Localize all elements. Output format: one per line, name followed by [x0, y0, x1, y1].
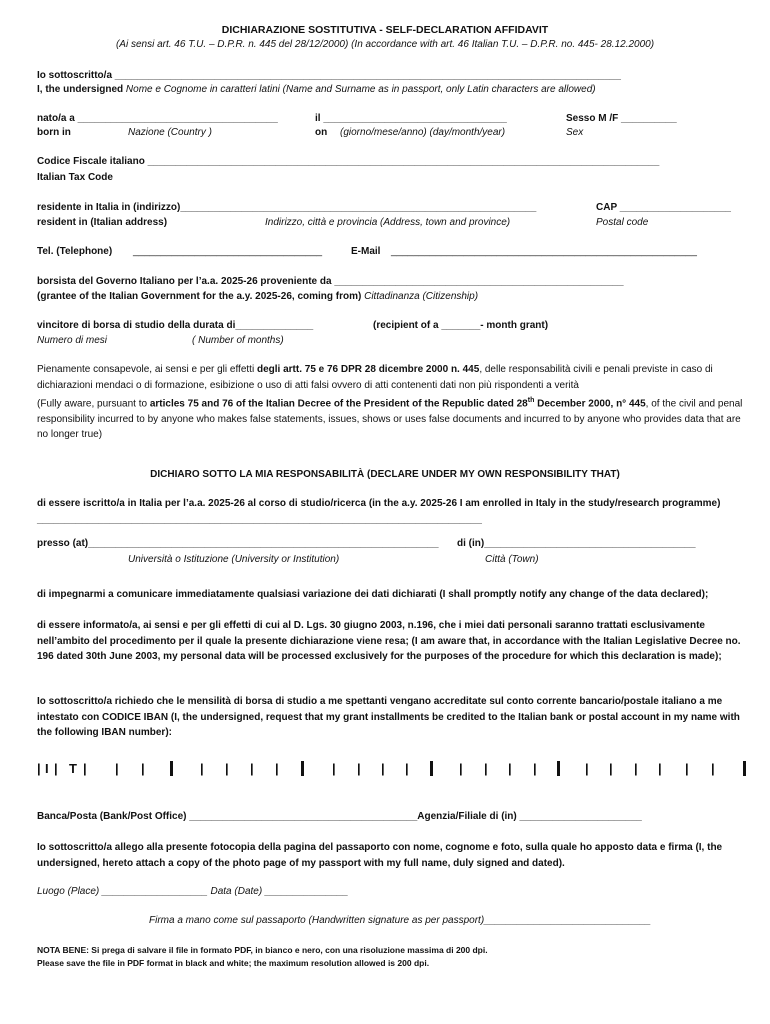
grantee-field[interactable]: borsista del Governo Italiano per l’a.a. 2025-26 proveniente da ____________________________________________________	[37, 276, 624, 287]
citizenship-hint: Cittadinanza (Citizenship)	[364, 291, 479, 302]
iban-separator: |	[141, 761, 145, 776]
enrollment-field[interactable]: di essere iscritto/a in Italia per l’a.a. 2025-26 al corso di studio/ricerca (in the a.y. 2025-26 I am enrolled in Italy in the study/research programme) ________________________________________________________________________________	[37, 498, 721, 525]
iban-separator: |	[225, 761, 229, 776]
grantee-en-row	[37, 290, 478, 303]
university-hint: Università o Istituzione (University or Institution)	[128, 554, 340, 565]
iban-separator: |	[459, 761, 463, 776]
cap-field[interactable]: CAP ____________________	[596, 202, 731, 213]
tax-code-en-label: Italian Tax Code	[37, 172, 113, 183]
iban-request: Io sottoscritto/a richiedo che le mensilità di borsa di studio a me spettanti vengano accreditate sul conto corrente bancario/postale italiano a me intestato con CODICE IBAN (I, the undersigned, request that my grant installments be credited to the Italian bank or postal account in my name with the following IBAN number):	[37, 696, 740, 738]
months-hint-it: Numero di mesi	[37, 335, 108, 346]
town-hint: Città (Town)	[485, 554, 539, 565]
iban-prefix-i: I	[45, 761, 49, 776]
iban-separator: |	[585, 761, 589, 776]
iban-separator: |	[484, 761, 488, 776]
on-label: on	[315, 127, 328, 138]
iban-separator: |	[634, 761, 638, 776]
email-label: E-Mail	[351, 246, 381, 257]
iban-separator: |	[37, 761, 41, 776]
iban-separator: |	[115, 761, 119, 776]
iban-separator: |	[381, 761, 385, 776]
iban-separator: |	[83, 761, 87, 776]
undersigned-field[interactable]: Io sottoscritto/a ___________________________________________________________________________________________	[37, 70, 621, 81]
grant-duration-field[interactable]: vincitore di borsa di studio della durata di______________	[37, 320, 314, 331]
grantee-en-label: (grantee of the Italian Government for the a.y. 2025-26, coming from)	[37, 291, 362, 302]
iban-separator: |	[508, 761, 512, 776]
residence-field[interactable]: residente in Italia in (indirizzo)________________________________________________________________	[37, 202, 537, 213]
grant-months-field[interactable]: (recipient of a _______- month grant)	[373, 320, 549, 331]
signature-field[interactable]: Firma a mano come sul passaporto (Handwritten signature as per passport)______________________________	[149, 915, 651, 926]
residence-en-label: resident in (Italian address)	[37, 217, 168, 228]
telephone-label: Tel. (Telephone)	[37, 246, 113, 257]
iban-separator: |	[357, 761, 361, 776]
form-subtitle: (Ai sensi art. 46 T.U. – D.P.R. n. 445 del 28/12/2000) (In accordance with art. 46 Italian T.U. – D.P.R. no. 445- 28.12.2000)	[115, 39, 655, 50]
tax-code-field[interactable]: Codice Fiscale italiano ____________________________________________________________________________________________	[37, 156, 660, 167]
postal-code-hint: Postal code	[596, 217, 649, 228]
iban-separator: |	[332, 761, 336, 776]
iban-separator: |	[711, 761, 715, 776]
bank-field[interactable]: Banca/Posta (Bank/Post Office) _________________________________________Agenzia/Filiale di (in) ______________________	[37, 811, 642, 822]
university-field[interactable]: presso (at)_______________________________________________________________	[37, 538, 439, 549]
iban-separator: |	[275, 761, 279, 776]
iban-separator: |	[405, 761, 409, 776]
months-hint-en: ( Number of months)	[192, 335, 284, 346]
sex-field[interactable]: Sesso M /F __________	[566, 113, 677, 124]
town-field[interactable]: di (in)______________________________________	[457, 538, 696, 549]
birthdate-field[interactable]: il _________________________________	[315, 113, 507, 124]
iban-separator: |	[685, 761, 689, 776]
iban-boxes[interactable]	[37, 761, 753, 777]
place-date-field[interactable]: Luogo (Place) ___________________ Data (Date) _______________	[37, 886, 349, 897]
iban-prefix-t: T	[69, 761, 77, 776]
email-field[interactable]: _______________________________________________________	[391, 246, 697, 257]
iban-separator: |	[609, 761, 613, 776]
iban-separator: |	[54, 761, 58, 776]
iban-separator: |	[533, 761, 537, 776]
telephone-field[interactable]: __________________________________	[133, 246, 323, 257]
awareness-en-articles: articles 75 and 76 of the Italian Decree of the President of the Republic dated 28	[149, 398, 528, 410]
undersigned-en-label: I, the undersigned	[37, 84, 124, 95]
iban-separator: |	[200, 761, 204, 776]
notify-commitment: di impegnarmi a comunicare immediatamente qualsiasi variazione dei dati dichiarati (I shall promptly notify any change of the data declared);	[37, 589, 709, 600]
birthplace-field[interactable]: nato/a a ____________________________________	[37, 113, 278, 124]
awareness-it-pre: Pienamente consapevole, ai sensi e per gli effetti	[37, 364, 255, 375]
awareness-it-post: , delle responsabilità civili e penali previste in caso di dichiarazioni mendaci o di formazione, esibizione o uso di atti falsi ovvero di atti contenenti dati non più rispondenti a verità	[37, 364, 713, 391]
born-in-label: born in	[37, 127, 71, 138]
awareness-en-date: December 2000, n° 445	[537, 398, 646, 410]
address-hint: Indirizzo, città e provincia (Address, town and province)	[265, 217, 511, 228]
declare-heading: DICHIARO SOTTO LA MIA RESPONSABILITÀ (DECLARE UNDER MY OWN RESPONSIBILITY THAT)	[150, 469, 620, 480]
awareness-en-sup: th	[527, 397, 535, 404]
country-hint: Nazione (Country )	[128, 127, 212, 138]
note-en: Please save the file in PDF format in black and white; the maximum resolution allowed is 200 dpi.	[37, 958, 430, 968]
awareness-en-pre: (Fully aware, pursuant to	[37, 398, 148, 410]
iban-separator: |	[250, 761, 254, 776]
awareness-it-articles: degli artt. 75 e 76 DPR 28 dicembre 2000 n. 445	[256, 364, 480, 375]
undersigned-hint: Nome e Cognome in caratteri latini (Name and Surname as in passport, only Latin characters are allowed)	[125, 84, 596, 95]
awareness-paragraph	[37, 362, 753, 443]
sex-hint: Sex	[566, 127, 584, 138]
passport-attachment: Io sottoscritto/a allego alla presente fotocopia della pagina del passaporto con nome, cognome e foto, sulla quale ho apposto data e firma (I, the undersigned, hereto attach a copy of the photo page of my passport with my full name, duly signed and dated).	[37, 842, 723, 869]
undersigned-en-row	[37, 83, 596, 96]
note-it: NOTA BENE: Si prega di salvare il file in formato PDF, in bianco e nero, con una risoluzione massima di 200 dpi.	[37, 945, 488, 955]
privacy-statement: di essere informato/a, ai sensi e per gli effetti di cui al D. Lgs. 30 giugno 2003, n.196, che i miei dati personali saranno trattati esclusivamente nell’ambito del procedimento per il quale la presente dichiarazione viene resa; (I am aware that, in accordance with the Italian Legislative Decree no. 196 dated 30th June 2003, my personal data will be processed exclusively for the purposes of the procedure for which this declaration is made);	[37, 620, 741, 662]
awareness-en-post: , of the civil and penal responsibility incurred to by anyone who makes false statements, issues, shows or uses false documents and incurred to by anyone who provides data that are no longer true)	[37, 398, 743, 441]
iban-separator: |	[658, 761, 662, 776]
form-title: DICHIARAZIONE SOSTITUTIVA - SELF-DECLARATION AFFIDAVIT	[221, 24, 549, 36]
date-format-hint: (giorno/mese/anno) (day/month/year)	[340, 127, 506, 138]
